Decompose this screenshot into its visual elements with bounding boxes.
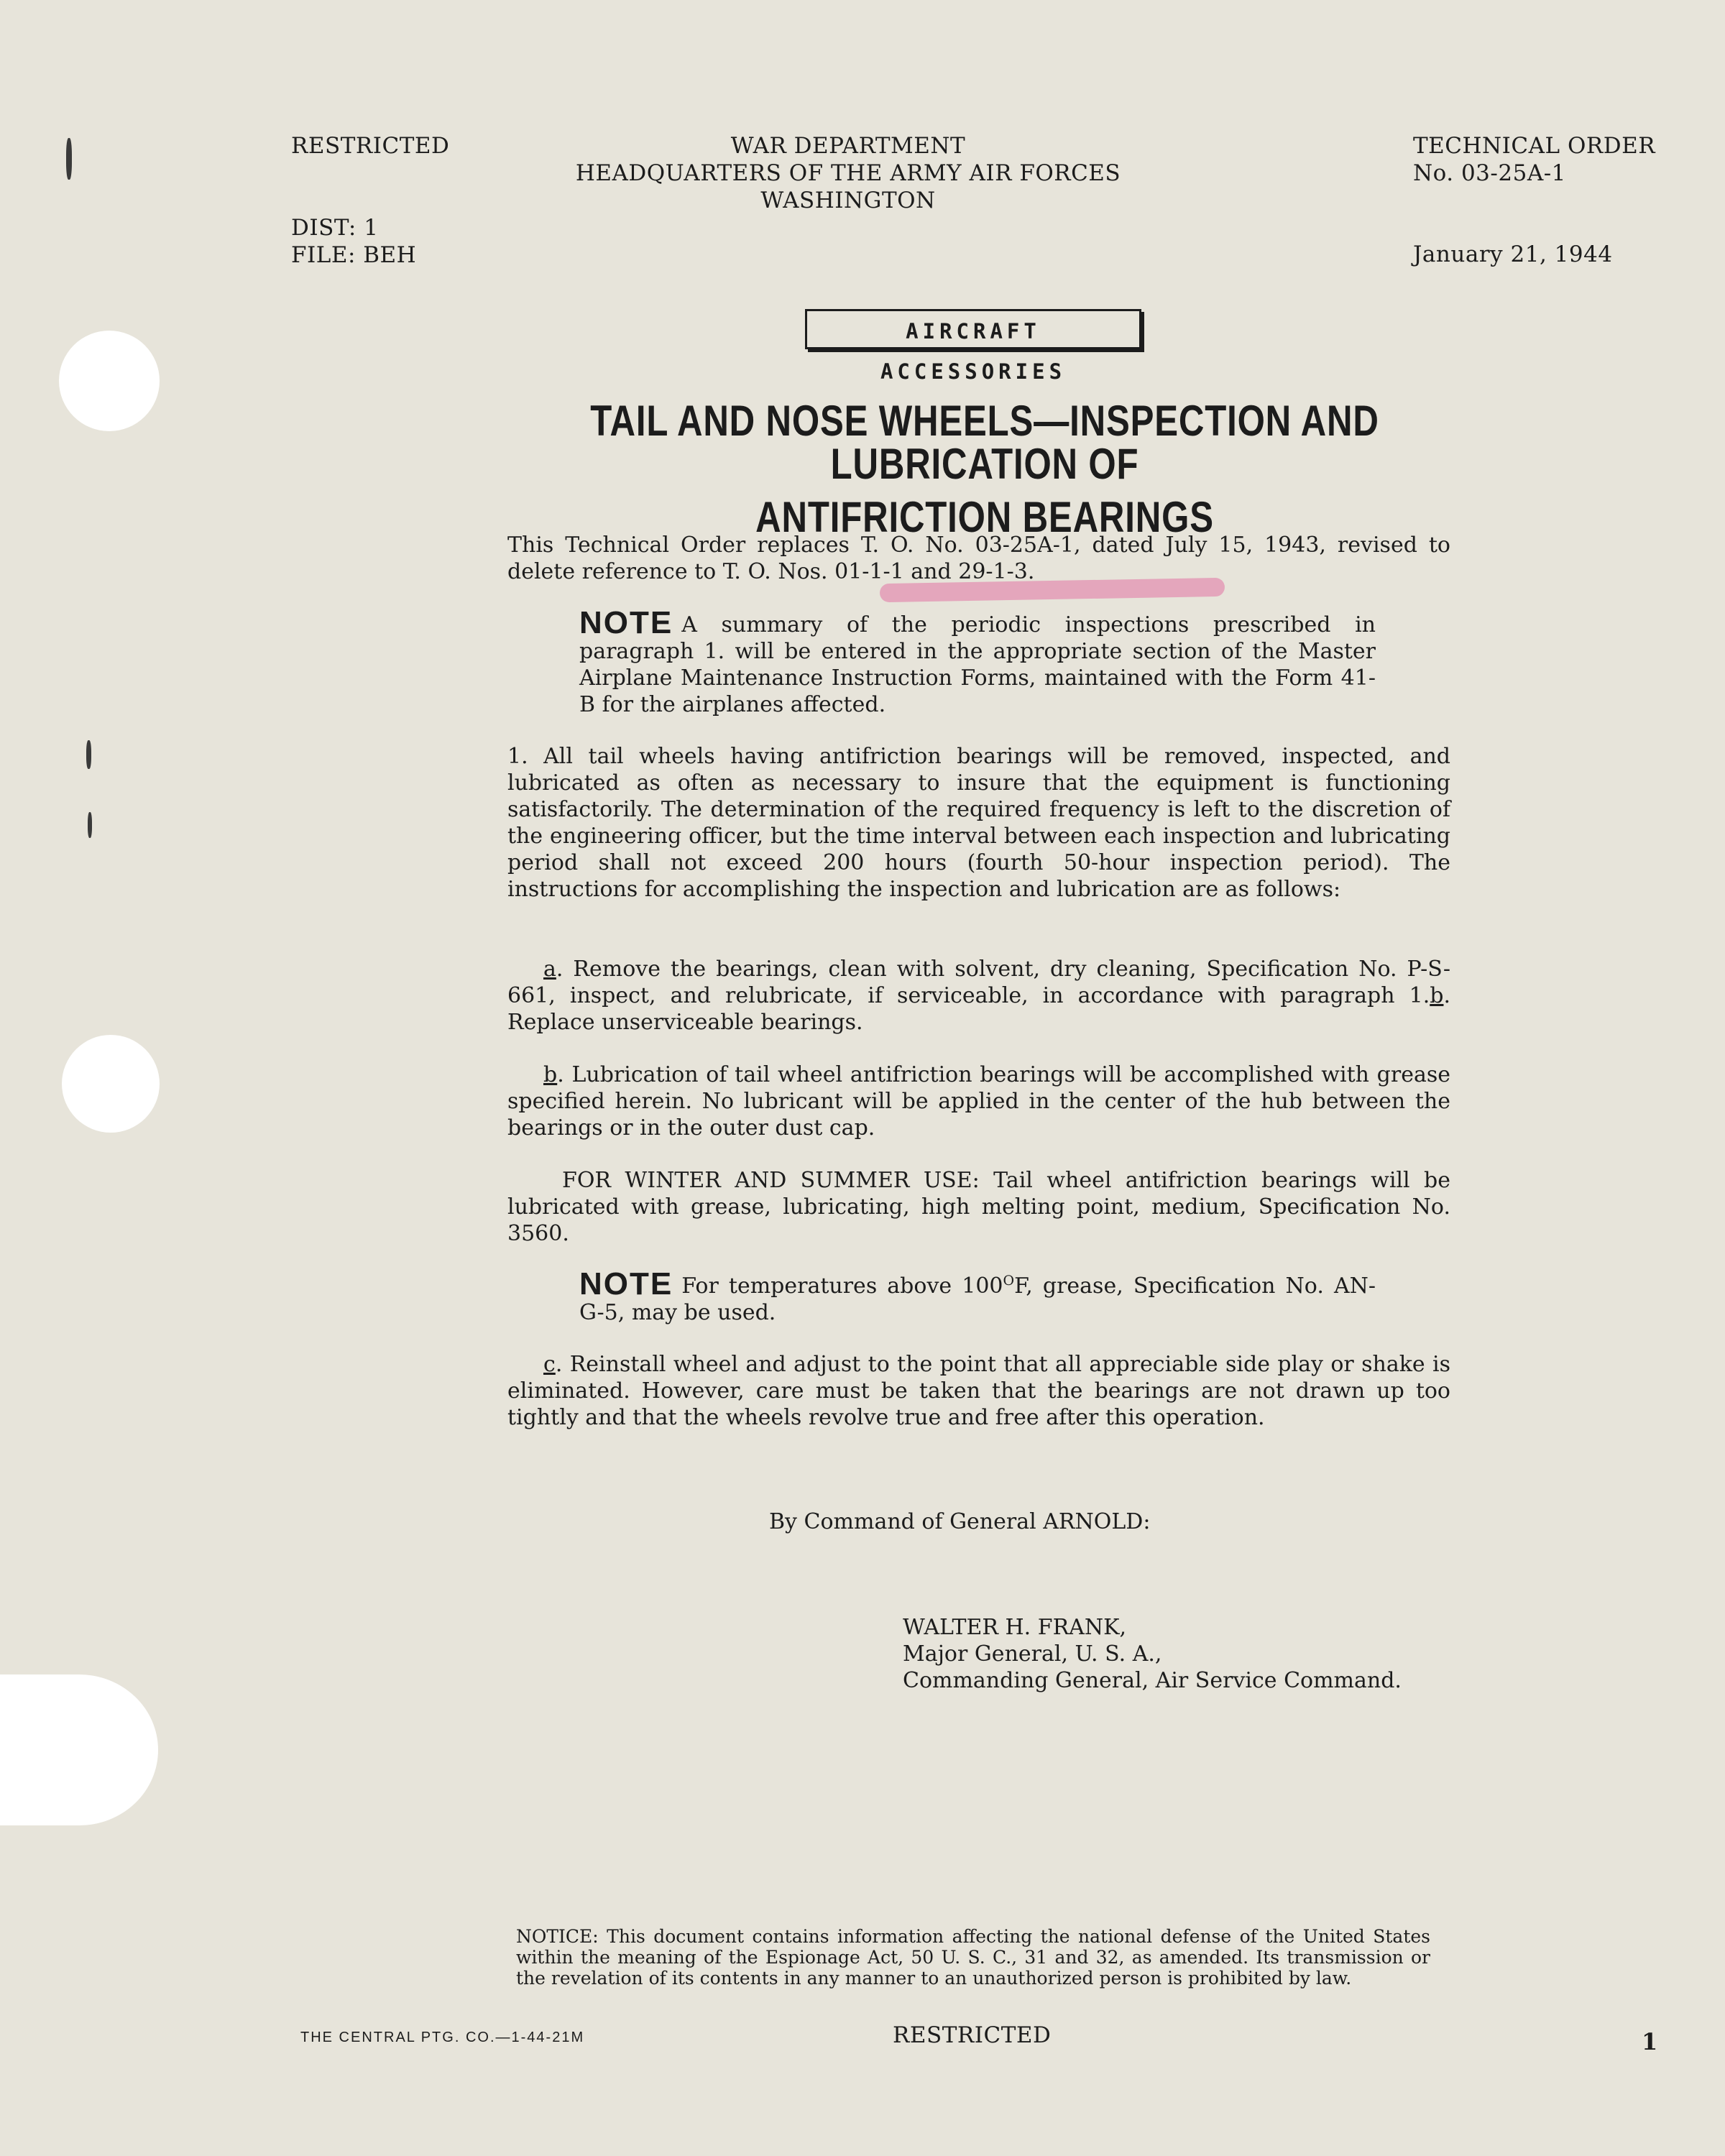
note-temperature xyxy=(579,1268,1376,1326)
note-text: A summary of the periodic inspections prescribed in paragraph 1. will be entered in the appropriate section of the Master Airplane Maintenance Instruction Forms, maintained with the Form 41-B for the airplanes affected. xyxy=(579,612,1376,717)
para-c-text: . Reinstall wheel and adjust to the point that all appreciable side play or shake is eliminated. However, care must be taken that the bearings are not drawn up too tightly and that the wheels revolve true and free after this operation. xyxy=(507,1352,1450,1430)
paragraph-b xyxy=(507,1061,1450,1141)
punch-hole-middle xyxy=(62,1035,160,1133)
header-dept-line3: WASHINGTON xyxy=(760,188,936,213)
para-c-letter: c xyxy=(543,1352,556,1377)
espionage-notice: NOTICE: This document contains information affecting the national defense of the United States within the meaning of the Espionage Act, 50 U. S. C., 31 and 32, as amended. Its transmission or the revelation of its contents in any manner to an unauthorized person is prohibited by law. xyxy=(516,1926,1430,1989)
punch-hole-top xyxy=(59,331,160,431)
header-dept-line2: HEADQUARTERS OF THE ARMY AIR FORCES xyxy=(575,160,1121,186)
para-a-text: . Remove the bearings, clean with solvent, dry cleaning, Specification No. P-S-661, inspect, and relubricate, if serviceable, in accordance with paragraph 1. xyxy=(507,957,1450,1008)
note-label: NOTE xyxy=(579,605,673,640)
header-distribution xyxy=(291,214,416,269)
note-summary xyxy=(579,605,1376,718)
margin-mark xyxy=(88,812,92,838)
paragraph-1: 1. All tail wheels having antifriction bearings will be removed, inspected, and lubricated as often as necessary to insure that the equipment is functioning satisfactorily. The determination of the required frequency is left to the discretion of the engineering officer, but the time interval between each inspection and lubricating period shall not exceed 200 hours (fourth 50-hour inspection period). The instructions for accomplishing the inspection and lubrication are as follows: xyxy=(507,744,1450,902)
margin-mark xyxy=(86,740,91,769)
document-title xyxy=(507,397,1462,541)
note2-text-before: For temperatures above 100 xyxy=(681,1273,1003,1299)
title-line1: TAIL AND NOSE WHEELS—INSPECTION AND LUBRICATION OF xyxy=(590,397,1379,488)
signature-title: Commanding General, Air Service Command. xyxy=(903,1668,1402,1693)
note2-text-after: F, grease, Specification No. AN-G-5, may be used. xyxy=(579,1273,1376,1325)
header-department xyxy=(518,132,1179,214)
para-a-letter: a xyxy=(543,957,556,982)
paragraph-a xyxy=(507,956,1450,1036)
header-dept-line1: WAR DEPARTMENT xyxy=(730,133,966,159)
signature-rank: Major General, U. S. A., xyxy=(903,1641,1162,1667)
para-a-ref: b xyxy=(1430,983,1444,1008)
footer-restricted: RESTRICTED xyxy=(893,2022,1052,2048)
title-line2: ANTIFRICTION BEARINGS xyxy=(755,493,1214,541)
punch-hole-bottom xyxy=(0,1674,158,1825)
paragraph-c xyxy=(507,1351,1450,1431)
tech-order-label: TECHNICAL ORDER xyxy=(1413,133,1656,159)
intro-paragraph: This Technical Order replaces T. O. No. 03-25A-1, dated July 15, 1943, revised to delete reference to T. O. Nos. 01-1-1 and 29-1-3. xyxy=(507,533,1450,584)
tech-order-number: No. 03-25A-1 xyxy=(1413,160,1566,186)
footer-printer: THE CENTRAL PTG. CO.—1-44-21M xyxy=(300,2030,585,2045)
page-number: 1 xyxy=(1642,2028,1658,2055)
para-a-text-after: . Replace unserviceable bearings. xyxy=(507,983,1450,1035)
degree-mark: O xyxy=(1003,1273,1015,1289)
header-restricted: RESTRICTED xyxy=(291,133,450,159)
category-box: AIRCRAFT ACCESSORIES xyxy=(805,309,1141,349)
header-date: January 21, 1944 xyxy=(1413,241,1613,267)
command-line: By Command of General ARNOLD: xyxy=(769,1509,1151,1534)
margin-mark xyxy=(66,138,72,180)
file-line: FILE: BEH xyxy=(291,242,417,268)
paragraph-winter-summer: FOR WINTER AND SUMMER USE: Tail wheel antifriction bearings will be lubricated with grease, lubricating, high melting point, medium, Specification No. 3560. xyxy=(507,1168,1450,1246)
signature-name: WALTER H. FRANK, xyxy=(903,1615,1127,1640)
dist-line: DIST: 1 xyxy=(291,215,379,241)
header-tech-order xyxy=(1413,132,1655,187)
signature-block xyxy=(903,1614,1402,1694)
para-b-letter: b xyxy=(543,1062,558,1087)
para-b-text: . Lubrication of tail wheel antifriction bearings will be accomplished with grease specified herein. No lubricant will be applied in the center of the hub between the bearings or in the outer dust cap. xyxy=(507,1062,1450,1141)
note-label: NOTE xyxy=(579,1266,673,1302)
